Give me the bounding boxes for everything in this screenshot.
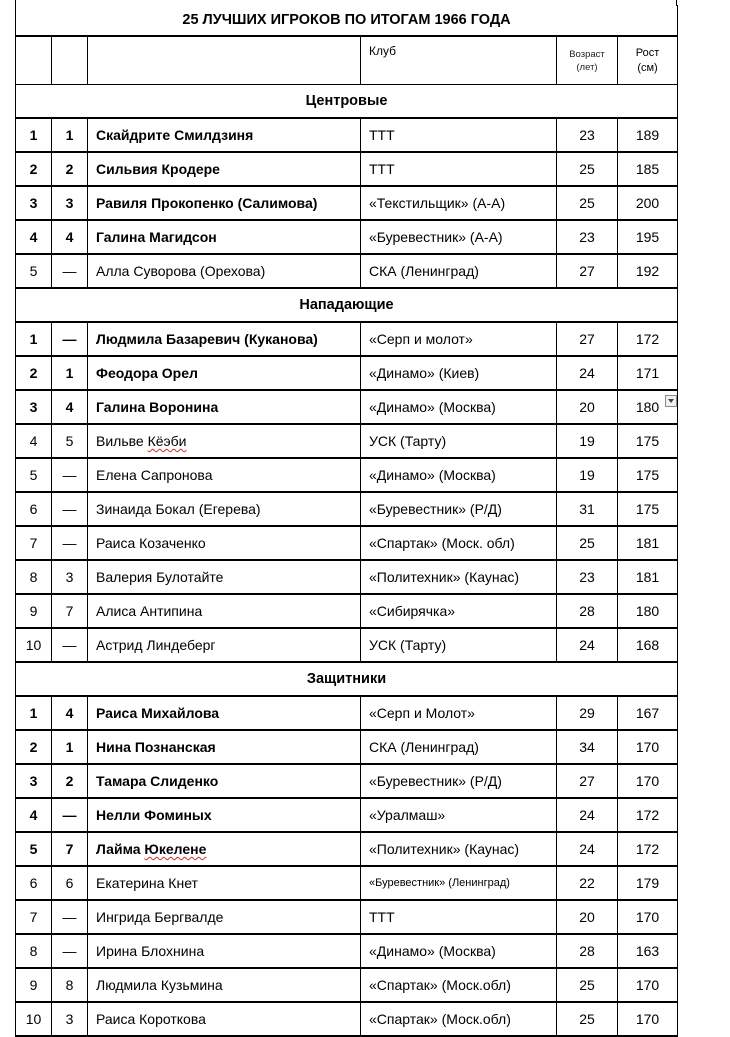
rank-cell: 1 [16, 118, 52, 152]
player-name-cell: Феодора Орел [88, 356, 361, 390]
height-value: 180 [635, 399, 660, 415]
rank-cell: 6 [16, 492, 52, 526]
club-cell: «Спартак» (Моск. обл) [361, 526, 557, 560]
club-cell: «Текстильщик» (А-А) [361, 186, 557, 220]
player-name-cell: Скайдрите Смилдзиня [88, 118, 361, 152]
height-cell: 172 [618, 322, 678, 356]
rank-cell: 10 [16, 628, 52, 662]
rank-cell: 5 [16, 458, 52, 492]
player-name-cell: Раиса Короткова [88, 1002, 361, 1036]
rank-cell: 7 [16, 900, 52, 934]
previous-rank-cell: — [52, 254, 88, 288]
previous-rank-cell: 3 [52, 186, 88, 220]
club-cell: СКА (Ленинград) [361, 254, 557, 288]
club-cell: ТТТ [361, 900, 557, 934]
previous-rank-cell: 2 [52, 764, 88, 798]
previous-rank-cell: 4 [52, 220, 88, 254]
club-cell: ТТТ [361, 152, 557, 186]
player-first-name: Лайма [96, 841, 141, 857]
header-cell-num [16, 36, 52, 85]
table-row [16, 526, 678, 560]
rank-cell: 2 [16, 152, 52, 186]
age-cell: 28 [557, 934, 618, 968]
club-cell: СКА (Ленинград) [361, 730, 557, 764]
rank-cell: 8 [16, 934, 52, 968]
table-row [16, 594, 678, 628]
previous-rank-cell: 4 [52, 696, 88, 730]
club-cell: «Политехник» (Каунас) [361, 560, 557, 594]
table-header-row [16, 36, 678, 85]
previous-rank-cell: 3 [52, 1002, 88, 1036]
player-name-cell: Сильвия Кродере [88, 152, 361, 186]
age-cell: 24 [557, 628, 618, 662]
player-name-cell: Алиса Антипина [88, 594, 361, 628]
height-cell: 175 [618, 458, 678, 492]
player-first-name: Вильве [96, 433, 144, 449]
table-row [16, 866, 678, 900]
height-cell: 168 [618, 628, 678, 662]
age-cell: 24 [557, 832, 618, 866]
height-cell: 171 [618, 356, 678, 390]
height-cell: 175 [618, 424, 678, 458]
club-cell: «Динамо» (Москва) [361, 390, 557, 424]
header-club: Клуб [361, 36, 557, 85]
previous-rank-cell: 1 [52, 730, 88, 764]
age-cell: 27 [557, 764, 618, 798]
player-name-cell: Тамара Слиденко [88, 764, 361, 798]
table-row [16, 152, 678, 186]
header-height-line2: (см) [637, 61, 658, 74]
rank-cell: 4 [16, 798, 52, 832]
player-name-cell: Людмила Базаревич (Куканова) [88, 322, 361, 356]
player-name-cell [88, 832, 361, 866]
section-header-forwards [16, 288, 678, 322]
club-cell: «Политехник» (Каунас) [361, 832, 557, 866]
player-name-cell: Галина Воронина [88, 390, 361, 424]
player-name-cell: Елена Сапронова [88, 458, 361, 492]
age-cell: 23 [557, 118, 618, 152]
previous-rank-cell: 8 [52, 968, 88, 1002]
player-name-cell: Людмила Кузьмина [88, 968, 361, 1002]
club-cell: «Серп и Молот» [361, 696, 557, 730]
section-title: Нападающие [16, 288, 678, 322]
age-cell: 25 [557, 526, 618, 560]
player-name-cell [88, 424, 361, 458]
table-row [16, 832, 678, 866]
rank-cell: 6 [16, 866, 52, 900]
rank-cell: 3 [16, 186, 52, 220]
age-cell: 25 [557, 968, 618, 1002]
age-cell: 24 [557, 798, 618, 832]
rank-cell: 2 [16, 356, 52, 390]
rank-cell: 9 [16, 594, 52, 628]
rank-cell: 2 [16, 730, 52, 764]
table-row [16, 186, 678, 220]
rank-cell: 7 [16, 526, 52, 560]
player-name-cell: Раиса Козаченко [88, 526, 361, 560]
table-row [16, 492, 678, 526]
header-cell-prev [52, 36, 88, 85]
club-cell: «Уралмаш» [361, 798, 557, 832]
height-cell: 167 [618, 696, 678, 730]
rank-cell: 3 [16, 390, 52, 424]
age-cell: 19 [557, 458, 618, 492]
height-cell: 170 [618, 730, 678, 764]
section-header-centers [16, 85, 678, 119]
height-cell: 195 [618, 220, 678, 254]
previous-rank-cell: — [52, 798, 88, 832]
height-cell: 181 [618, 560, 678, 594]
header-age-line2: (лет) [576, 61, 598, 73]
height-cell: 185 [618, 152, 678, 186]
player-name-cell: Раиса Михайлова [88, 696, 361, 730]
table-title-row [16, 5, 678, 36]
table-row [16, 900, 678, 934]
player-name-cell: Екатерина Кнет [88, 866, 361, 900]
age-cell: 23 [557, 560, 618, 594]
table-row [16, 934, 678, 968]
previous-rank-cell: 1 [52, 356, 88, 390]
club-cell: «Динамо» (Киев) [361, 356, 557, 390]
height-cell: 200 [618, 186, 678, 220]
table-row [16, 254, 678, 288]
chevron-down-icon[interactable] [665, 395, 677, 407]
section-title: Центровые [16, 85, 678, 119]
club-cell: УСК (Тарту) [361, 628, 557, 662]
height-cell [618, 390, 678, 424]
table-row [16, 322, 678, 356]
age-cell: 25 [557, 186, 618, 220]
rank-cell: 4 [16, 220, 52, 254]
player-name-cell: Валерия Булотайте [88, 560, 361, 594]
height-cell: 170 [618, 1002, 678, 1036]
player-name-cell: Нина Познанская [88, 730, 361, 764]
player-name-cell: Алла Суворова (Орехова) [88, 254, 361, 288]
age-cell: 23 [557, 220, 618, 254]
previous-rank-cell: 2 [52, 152, 88, 186]
player-name-cell: Зинаида Бокал (Егерева) [88, 492, 361, 526]
previous-rank-cell: 1 [52, 118, 88, 152]
height-cell: 163 [618, 934, 678, 968]
table-row [16, 458, 678, 492]
header-height-line1: Рост [635, 46, 660, 59]
players-table [15, 5, 678, 1037]
age-cell: 22 [557, 866, 618, 900]
age-cell: 20 [557, 390, 618, 424]
club-cell: ТТТ [361, 118, 557, 152]
age-cell: 34 [557, 730, 618, 764]
previous-rank-cell: — [52, 492, 88, 526]
rank-cell: 8 [16, 560, 52, 594]
player-name-cell: Ирина Блохнина [88, 934, 361, 968]
height-cell: 172 [618, 832, 678, 866]
rank-cell: 1 [16, 696, 52, 730]
height-cell: 170 [618, 968, 678, 1002]
rank-cell: 1 [16, 322, 52, 356]
age-cell: 27 [557, 322, 618, 356]
table-row [16, 968, 678, 1002]
height-cell: 170 [618, 900, 678, 934]
player-name-cell: Ингрида Бергвалде [88, 900, 361, 934]
age-cell: 31 [557, 492, 618, 526]
club-cell: «Серп и молот» [361, 322, 557, 356]
rank-cell: 10 [16, 1002, 52, 1036]
player-name-cell: Равиля Прокопенко (Салимова) [88, 186, 361, 220]
club-cell: «Сибирячка» [361, 594, 557, 628]
header-height [618, 36, 678, 85]
height-cell: 180 [618, 594, 678, 628]
section-title: Защитники [16, 662, 678, 696]
club-cell: «Буревестник» (А-А) [361, 220, 557, 254]
age-cell: 25 [557, 1002, 618, 1036]
age-cell: 28 [557, 594, 618, 628]
age-cell: 29 [557, 696, 618, 730]
table-row [16, 356, 678, 390]
height-cell: 170 [618, 764, 678, 798]
player-name-cell: Галина Магидсон [88, 220, 361, 254]
club-cell: «Динамо» (Москва) [361, 458, 557, 492]
previous-rank-cell: — [52, 934, 88, 968]
club-cell: «Буревестник» (Ленинград) [361, 866, 557, 900]
height-cell: 175 [618, 492, 678, 526]
header-age-line1: Возраст [569, 48, 605, 60]
height-cell: 172 [618, 798, 678, 832]
age-cell: 27 [557, 254, 618, 288]
club-cell: «Динамо» (Москва) [361, 934, 557, 968]
previous-rank-cell: 7 [52, 832, 88, 866]
rank-cell: 5 [16, 254, 52, 288]
rank-cell: 4 [16, 424, 52, 458]
table-row [16, 424, 678, 458]
age-cell: 19 [557, 424, 618, 458]
height-cell: 181 [618, 526, 678, 560]
header-cell-name [88, 36, 361, 85]
previous-rank-cell: — [52, 900, 88, 934]
previous-rank-cell: 5 [52, 424, 88, 458]
table-row [16, 220, 678, 254]
player-last-name-spellcheck: Кёэби [147, 433, 187, 449]
table-title: 25 ЛУЧШИХ ИГРОКОВ ПО ИТОГАМ 1966 ГОДА [16, 5, 678, 36]
club-cell: «Спартак» (Моск.обл) [361, 1002, 557, 1036]
previous-rank-cell: 6 [52, 866, 88, 900]
age-cell: 20 [557, 900, 618, 934]
player-name-cell: Нелли Фоминых [88, 798, 361, 832]
age-cell: 24 [557, 356, 618, 390]
height-cell: 189 [618, 118, 678, 152]
club-cell: «Буревестник» (Р/Д) [361, 764, 557, 798]
club-cell: «Спартак» (Моск.обл) [361, 968, 557, 1002]
table-row [16, 798, 678, 832]
player-last-name-spellcheck: Юкелене [144, 841, 207, 857]
age-cell: 25 [557, 152, 618, 186]
rank-cell: 9 [16, 968, 52, 1002]
previous-rank-cell: 3 [52, 560, 88, 594]
previous-rank-cell: — [52, 322, 88, 356]
rank-cell: 5 [16, 832, 52, 866]
rank-cell: 3 [16, 764, 52, 798]
table-row [16, 118, 678, 152]
table-row [16, 730, 678, 764]
table-row [16, 390, 678, 424]
previous-rank-cell: — [52, 628, 88, 662]
previous-rank-cell: 7 [52, 594, 88, 628]
table-row [16, 560, 678, 594]
height-cell: 179 [618, 866, 678, 900]
table-row [16, 696, 678, 730]
club-cell: УСК (Тарту) [361, 424, 557, 458]
previous-rank-cell: — [52, 458, 88, 492]
table-row [16, 764, 678, 798]
header-age [557, 36, 618, 85]
previous-rank-cell: 4 [52, 390, 88, 424]
previous-rank-cell: — [52, 526, 88, 560]
player-name-cell: Астрид Линдеберг [88, 628, 361, 662]
table-row [16, 628, 678, 662]
club-cell: «Буревестник» (Р/Д) [361, 492, 557, 526]
height-cell: 192 [618, 254, 678, 288]
section-header-guards [16, 662, 678, 696]
